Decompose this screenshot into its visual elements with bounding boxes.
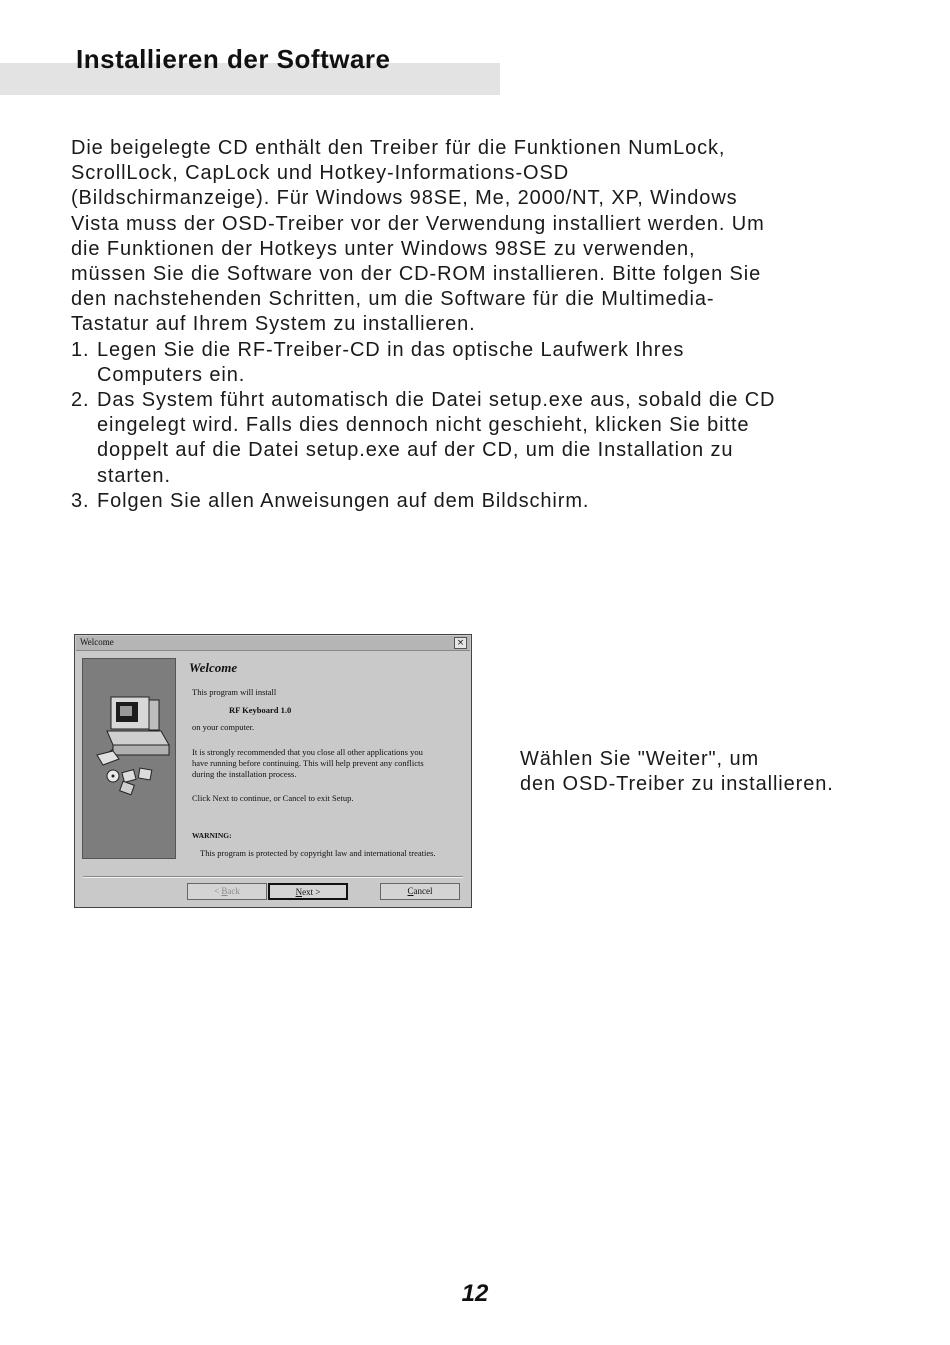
- step-number: 1.: [71, 338, 90, 361]
- back-label-prefix: <: [214, 886, 222, 896]
- intro-line: Die beigelegte CD enthält den Treiber für die Funktionen NumLock,: [71, 137, 726, 159]
- dialog-caption: [520, 747, 834, 797]
- dialog-warning-label: WARNING:: [192, 831, 232, 840]
- step-list: [71, 338, 871, 514]
- computer-icon: [83, 659, 175, 858]
- step-number: 3.: [71, 489, 90, 512]
- step-line: starten.: [97, 464, 171, 487]
- intro-line: (Bildschirmanzeige). Für Windows 98SE, Me, 2000/NT, XP, Windows: [71, 187, 738, 210]
- caption-line: Wählen Sie "Weiter", um: [520, 748, 760, 770]
- step-line: eingelegt wird. Falls dies dennoch nicht geschieht, klicken Sie bitte: [97, 414, 750, 437]
- caption-line: den OSD-Treiber zu installieren.: [520, 773, 834, 795]
- step-item: [71, 388, 871, 489]
- page-title: Installieren der Software: [76, 44, 391, 74]
- dialog-click-next-line: Click Next to continue, or Cancel to exit Setup.: [192, 793, 354, 803]
- step-item: [71, 489, 871, 514]
- dialog-heading: Welcome: [189, 660, 238, 675]
- dialog-product-name: RF Keyboard 1.0: [229, 705, 292, 715]
- intro-line: ScrollLock, CapLock und Hotkey-Informations-OSD: [71, 162, 570, 185]
- dialog-titlebar: [76, 636, 470, 651]
- dialog-warning-text: This program is protected by copyright law and international treaties.: [200, 848, 436, 858]
- step-line: doppelt auf die Datei setup.exe auf der CD, um die Installation zu: [97, 439, 734, 462]
- dialog-window-title: Welcome: [80, 637, 114, 647]
- page-number: 12: [461, 1280, 489, 1307]
- step-text: [97, 338, 871, 388]
- dialog-separator: [83, 876, 463, 878]
- step-line: Computers ein.: [97, 363, 246, 386]
- intro-line: die Funktionen der Hotkeys unter Windows 98SE zu verwenden,: [71, 237, 696, 260]
- dialog-install-line: This program will install: [192, 687, 277, 697]
- intro-paragraph: [71, 136, 871, 338]
- close-icon[interactable]: ×: [454, 637, 467, 649]
- next-label-rest: ext >: [302, 887, 321, 897]
- cancel-label-rest: ancel: [413, 886, 433, 896]
- back-label-rest: ack: [227, 886, 240, 896]
- step-line: Folgen Sie allen Anweisungen auf dem Bildschirm.: [97, 489, 590, 512]
- dialog-recommend-line: It is strongly recommended that you close all other applications you: [192, 747, 423, 757]
- body-text: [71, 136, 871, 514]
- step-text: [97, 388, 871, 489]
- step-number: 2.: [71, 389, 90, 412]
- intro-line: müssen Sie die Software von der CD-ROM installieren. Bitte folgen Sie: [71, 263, 762, 286]
- next-label-accelerator: N: [295, 887, 303, 897]
- back-label-accelerator: B: [221, 886, 228, 896]
- dialog-recommend-line: during the installation process.: [192, 769, 297, 779]
- step-line: Legen Sie die RF-Treiber-CD in das optische Laufwerk Ihres: [97, 338, 685, 361]
- dialog-recommend-line: have running before continuing. This will help prevent any conflicts: [192, 758, 424, 768]
- step-line: Das System führt automatisch die Datei setup.exe aus, sobald die CD: [97, 389, 776, 412]
- cancel-button[interactable]: [380, 883, 460, 900]
- dialog-computer-line: on your computer.: [192, 722, 255, 732]
- step-text: [97, 489, 871, 514]
- next-button[interactable]: [268, 883, 348, 900]
- cancel-label-accelerator: C: [407, 886, 414, 896]
- intro-line: Tastatur auf Ihrem System zu installieren.: [71, 313, 476, 336]
- dialog-side-panel: [82, 658, 176, 859]
- intro-line: den nachstehenden Schritten, um die Software für die Multimedia-: [71, 288, 715, 311]
- intro-line: Vista muss der OSD-Treiber vor der Verwendung installiert werden. Um: [71, 212, 765, 235]
- step-item: [71, 338, 871, 388]
- setup-dialog-screenshot: [74, 634, 472, 908]
- back-button[interactable]: [187, 883, 267, 900]
